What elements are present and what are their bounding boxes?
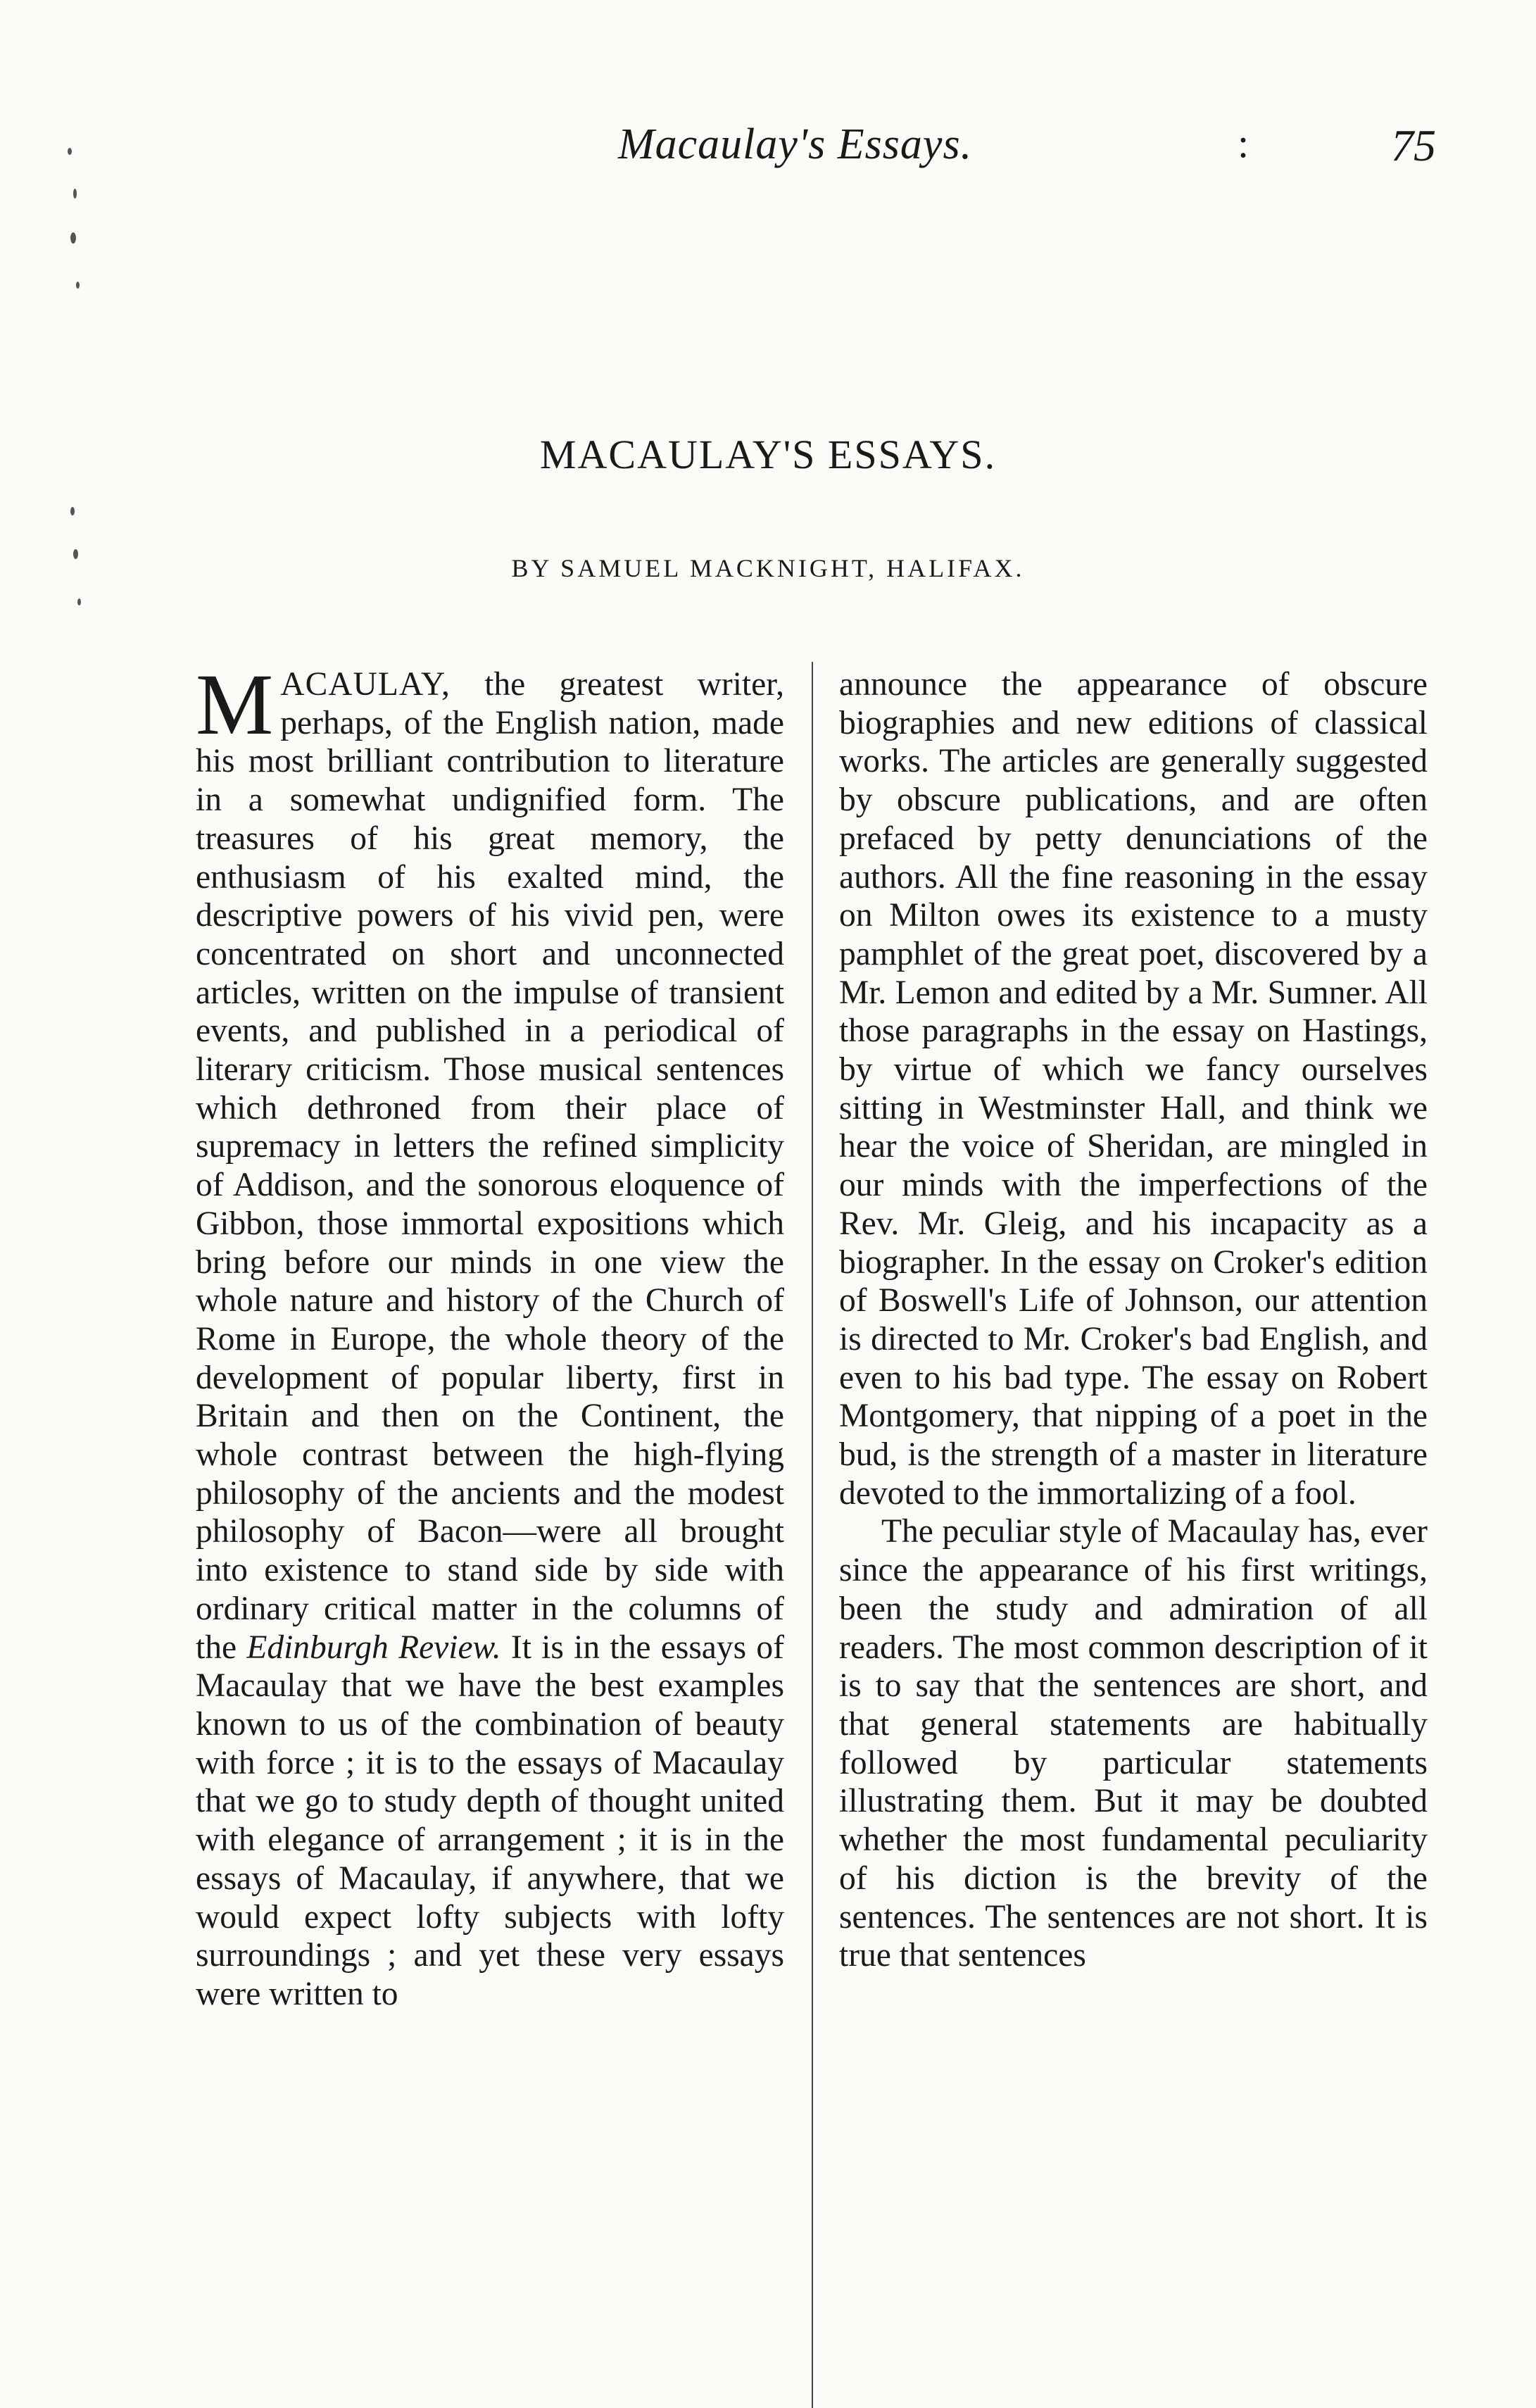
byline: BY SAMUEL MACKNIGHT, HALIFAX. [511, 554, 1025, 582]
paragraph: announce the appearance of obscure biographies and new editions of classical works. The articles are generally suggested by obscure publications, and are often prefaced by petty denunciations of the authors. All the fine reasoning in the essay on Milton owes its existence to a musty pamphlet of the great poet, discovered by a Mr. Lemon and edited by a Mr. Sumner. All those paragraphs in the essay on Hastings, by virtue of which we fancy ourselves sitting in Westminster Hall, and think we hear the voice of Sheridan, are mingled in our minds with the imperfections of the Rev. Mr. Gleig, and his incapacity as a biographer. In the essay on Croker's edition of Boswell's Life of Johnson, our attention is directed to Mr. Croker's bad English, and even to his bad type. The essay on Robert Montgomery, that nipping of a poet in the bud, is the strength of a master in literature devoted to the immortalizing of a fool. [839, 666, 1428, 1512]
lead-word: ACAULAY, [280, 666, 451, 703]
article-title: MACAULAY'S ESSAYS. [539, 432, 997, 477]
page-number: 75 [1391, 120, 1436, 170]
column-divider [812, 662, 813, 2408]
right-column [839, 665, 1428, 1975]
scan-speck [76, 282, 80, 289]
scan-speck [77, 598, 81, 606]
paragraph-text: It is in the essays of Macaulay that we have the best examples known to us of the combination of beauty with force ; it is to the essays of Macaulay that we go to study depth of thought united with elegance of arrangement ; it is in the essays of Macaulay, if anywhere, that we would expect lofty subjects with lofty surroundings ; and yet these very essays were written to [196, 1629, 784, 2012]
paragraph-text: the greatest writer, perhaps, of the English nation, made his most brilliant contribution to literature in a somewhat undignified form. The treasures of his great memory, the enthusiasm of his exalted mind, the descriptive powers of his vivid pen, were concentrated on short and unconnected articles, written on the impulse of transient events, and published in a periodical of literary criticism. Those musical sentences which dethroned from their place of supremacy in letters the refined simplicity of Addison, and the sonorous eloquence of Gibbon, those immortal expositions which bring before our minds in one view the whole nature and history of the Church of Rome in Europe, the whole theory of the development of popular liberty, first in Britain and then on the Continent, the whole contrast between the high-flying philosophy of the ancients and the modest philosophy of Bacon—were all brought into existence to stand side by side with ordinary critical matter in the columns of the [196, 666, 784, 1666]
stray-colon: : [1238, 120, 1249, 166]
scan-speck [70, 507, 75, 515]
running-head [0, 120, 1536, 176]
paragraph: The peculiar style of Macaulay has, ever since the appearance of his first writings, been the study and admiration of all readers. The most common description of it is to say that the sentences are short, and that general statements are habitually followed by particular statements illustrating them. But it may be doubted whether the most fundamental peculiarity of his diction is the brevity of the sentences. The sentences are not short. It is true that sentences [839, 1513, 1428, 1974]
running-title: Macaulay's Essays. [618, 120, 973, 168]
left-column [196, 656, 784, 2014]
paragraph [196, 656, 784, 2014]
drop-cap: M [196, 656, 274, 753]
journal-title: Edinburgh Review. [246, 1629, 501, 1666]
scan-speck [70, 232, 76, 244]
scan-speck [73, 189, 77, 199]
